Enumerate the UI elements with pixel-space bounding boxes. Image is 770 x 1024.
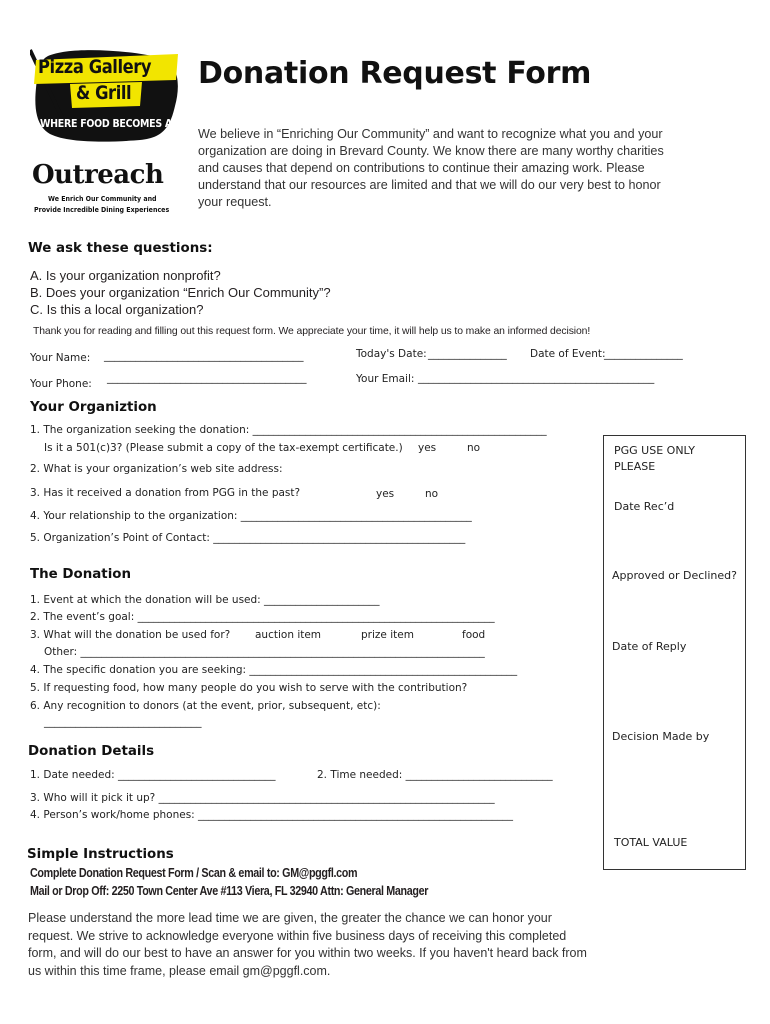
todays-date-field[interactable]: _______________ [428,348,507,360]
question-b: B. Does your organization “Enrich Our Community”? [30,285,331,300]
instructions-line1: Complete Donation Request Form / Scan & email to: GM@pggfl.com [30,866,358,880]
logo-sub2: Provide Incredible Dining Experiences [34,206,170,214]
event-date-label: Date of Event: [530,348,606,360]
your-phone-label: Your Phone: [30,378,92,390]
donation-q4: 4. The specific donation you are seeking: ___________________________________________________ [30,664,518,676]
questions-heading: We ask these questions: [28,241,213,256]
org-q1b-yes[interactable]: yes [418,442,437,454]
pgg-box-date-reply: Date of Reply [612,640,687,653]
todays-date-label: Today's Date: [356,348,427,360]
org-q5: 5. Organization’s Point of Contact: ________________________________________________ [30,532,466,544]
donation-q2: 2. The event’s goal: ____________________________________________________________________ [30,611,495,623]
donation-q6-line[interactable]: ______________________________ [44,716,202,728]
option-prize-item[interactable]: prize item [361,629,414,641]
donation-q6: 6. Any recognition to donors (at the event, prior, subsequent, etc): [30,700,381,712]
org-q3-no[interactable]: no [425,488,439,500]
logo-sub1: We Enrich Our Community and [48,195,157,203]
details-heading: Donation Details [28,744,155,759]
outro-paragraph: Please understand the more lead time we are given, the greater the chance we can honor your request. We strive to acknowledge everyone within five business days of receiving this completed form, and will do our best to have an answer for you within two weeks. If you haven't heard back from us within this time frame, please email gm@pggfl.com. [28,911,587,978]
donation-q1: 1. Event at which the donation will be used: ______________________ [30,594,380,606]
event-date-field[interactable]: _______________ [604,348,683,360]
thank-you-note: Thank you for reading and filling out this request form. We appreciate your time, it will help us to make an informed decision! [33,326,591,337]
donation-q3: 3. What will the donation be used for? [30,629,231,641]
org-q1b-no[interactable]: no [467,442,481,454]
logo-line2: & Grill [76,82,132,104]
details-q2: 2. Time needed: ____________________________ [317,769,553,781]
page-title: Donation Request Form [198,56,592,91]
org-q4: 4. Your relationship to the organization: ____________________________________________ [30,510,472,522]
logo-tagline: WHERE FOOD BECOMES ART [40,118,185,130]
your-name-label: Your Name: [30,352,91,364]
org-q2: 2. What is your organization’s web site address: [30,463,283,475]
org-q1: 1. The organization seeking the donation: ________________________________________________________ [30,424,547,436]
organization-heading: Your Organiztion [30,400,157,415]
donation-heading: The Donation [30,567,132,582]
pgg-box-date-recd: Date Rec’d [614,500,675,513]
question-a: A. Is your organization nonprofit? [30,268,221,283]
logo-line1: Pizza Gallery [38,56,152,78]
details-q3: 3. Who will it pick it up? ________________________________________________________________ [30,792,495,804]
your-name-field[interactable]: ______________________________________ [104,350,304,362]
details-q1: 1. Date needed: ______________________________ [30,769,276,781]
org-q3-yes[interactable]: yes [376,488,395,500]
pgg-box-total: TOTAL VALUE [614,836,688,849]
donation-q5: 5. If requesting food, how many people do you wish to serve with the contribution? [30,682,468,694]
your-phone-field[interactable]: ______________________________________ [107,372,307,384]
donation-other: Other: _____________________________________________________________________________ [44,646,485,658]
pgg-box-title2: PLEASE [614,460,656,473]
pgg-box-title1: PGG USE ONLY [614,444,695,457]
pgg-outreach-logo [30,48,185,220]
option-auction-item[interactable]: auction item [255,629,322,641]
logo-outreach: Outreach [32,160,164,190]
details-q4: 4. Person’s work/home phones: ____________________________________________________________ [30,809,514,821]
org-q3: 3. Has it received a donation from PGG in the past? [30,487,301,499]
intro-paragraph: We believe in “Enriching Our Community” and want to recognize what you and your organization are doing in Brevard County. We know there are many worthy charities and causes that depend on contributions to continue their amazing work. Please understand that our resources are limited and that we will do our very best to honor your request. [198,127,664,209]
question-c: C. Is this a local organization? [30,302,204,317]
instructions-line2: Mail or Drop Off: 2250 Town Center Ave #113 Viera, FL 32940 Attn: General Manager [30,884,429,898]
instructions-heading: Simple Instructions [27,847,174,862]
your-email-field[interactable]: _____________________________________________ [418,372,655,384]
option-food[interactable]: food [462,629,486,641]
pgg-box-approved: Approved or Declined? [612,569,737,582]
pgg-box-decision: Decision Made by [612,730,710,743]
your-email-label: Your Email: [356,373,415,385]
org-q1b: Is it a 501(c)3? (Please submit a copy of the tax-exempt certificate.) [44,442,403,454]
